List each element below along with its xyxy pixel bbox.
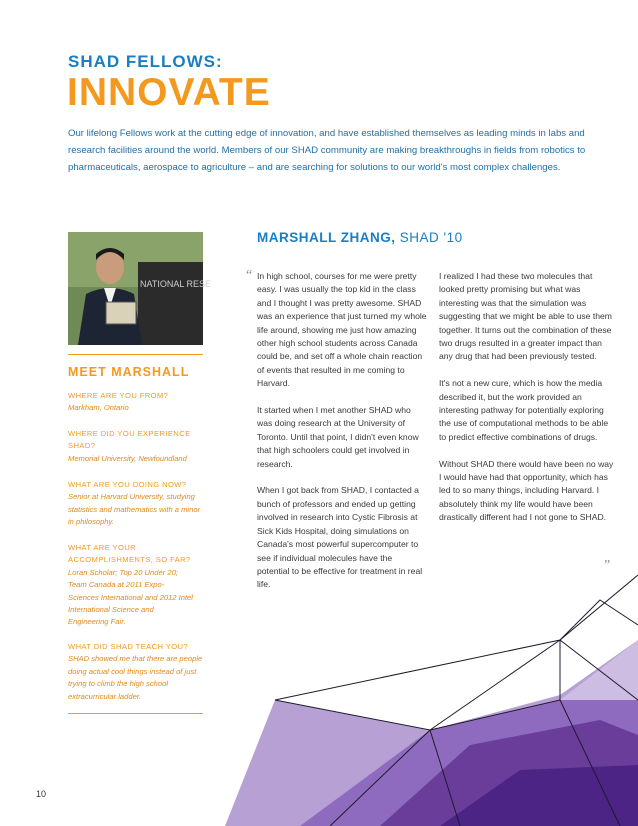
quote-paragraph: I realized I had these two molecules that looked pretty promising but what was interesting was that the simulation was suggesting that we might be able to use them together. It turns out the combination of these two drugs resulted in a greater impact than any drug that had been previously tested. (439, 271, 612, 362)
quote-paragraph: When I got back from SHAD, I contacted a bunch of professors and ended up getting involved in research into Cystic Fibrosis at Sick Kids Hospital, doing simulations on Canada's most powerful supercomputer to see if individual molecules have the potential to be effective for treatment in real life. (257, 485, 423, 590)
profile-name-bold: MARSHALL ZHANG, (257, 230, 396, 245)
quote-paragraph: Without SHAD there would have been no way I would have had that opportunity, which has led to so many things, including Harvard. I absolutely think my life would have been drastically different had I not gone to SHAD. (439, 458, 614, 523)
qa-question: WHERE ARE YOU FROM? (68, 391, 169, 400)
qa-item-accomplishments (68, 542, 193, 629)
qa-answer: Markham, Ontario (68, 403, 129, 413)
profile-suffix: SHAD '10 (399, 230, 463, 245)
qa-question: WHERE DID YOU EXPERIENCE SHAD? (68, 429, 191, 451)
profile-name (257, 230, 463, 245)
qa-answer: SHAD showed me that there are people doing actual cool things instead of just trying to climb the high school extracurricular ladder. (68, 654, 203, 701)
qa-item-teach (68, 641, 208, 703)
qa-answer: Memorial University, Newfoundland (68, 453, 187, 463)
page-number: 10 (36, 789, 47, 799)
sidebar-top-rule (68, 354, 203, 355)
sidebar-bottom-rule (68, 713, 203, 714)
qa-item-from (68, 390, 218, 415)
sidebar-heading: MEET MARSHALL (68, 365, 190, 379)
quote-paragraph: It's not a new cure, which is how the media described it, but the work provided an interesting pathway for potentially exploring the use of computational methods to be able to predict effective combinations of drugs. (439, 378, 609, 442)
quote-column-left (257, 270, 427, 605)
quote-paragraph: It started when I met another SHAD who was doing research at the University of Toronto. Until that point, I didn't even know that high schoolers could get involved in research. (257, 405, 419, 469)
section-kicker: SHAD FELLOWS: (68, 52, 223, 71)
qa-question: WHAT DID SHAD TEACH YOU? (68, 642, 189, 651)
qa-question: WHAT ARE YOU DOING NOW? (68, 480, 187, 489)
fellow-photo (68, 232, 212, 345)
intro-paragraph: Our lifelong Fellows work at the cutting edge of innovation, and have established themselves as leading minds in labs and research facilities around the world. Members of our SHAD community are making breakthroughs in fields from robotics to pharmaceuticals, aerospace to agriculture – and are searching for solutions to our world's most complex challenges. (68, 128, 586, 173)
qa-item-now (68, 479, 206, 529)
quote-paragraph: In high school, courses for me were pretty easy. I was usually the top kid in the class and I thought I was pretty awesome. SHAD was an experience that just turned my whole life around, showing me just how amazing other high school students across Canada could be, and set off a whole chain reaction of events that resulted in me coming to Harvard. (257, 271, 427, 389)
open-quote-mark: “ (246, 268, 253, 283)
quote-column-right (439, 270, 614, 538)
qa-item-experience (68, 428, 208, 465)
page-title: INNOVATE (67, 71, 271, 114)
qa-answer: Senior at Harvard University, studying statistics and mathematics with a minor in philosophy. (68, 492, 201, 527)
qa-question: WHAT ARE YOUR ACCOMPLISHMENTS, SO FAR? (68, 543, 191, 565)
photo-sign-text: NATIONAL RESE (140, 279, 212, 289)
close-quote-mark: ” (604, 558, 611, 573)
qa-answer: Loran Scholar; Top 20 Under 20; Team Canada at 2011 Expo-Sciences International and 2012 Intel International Science and Engineering Fair. (68, 567, 193, 627)
